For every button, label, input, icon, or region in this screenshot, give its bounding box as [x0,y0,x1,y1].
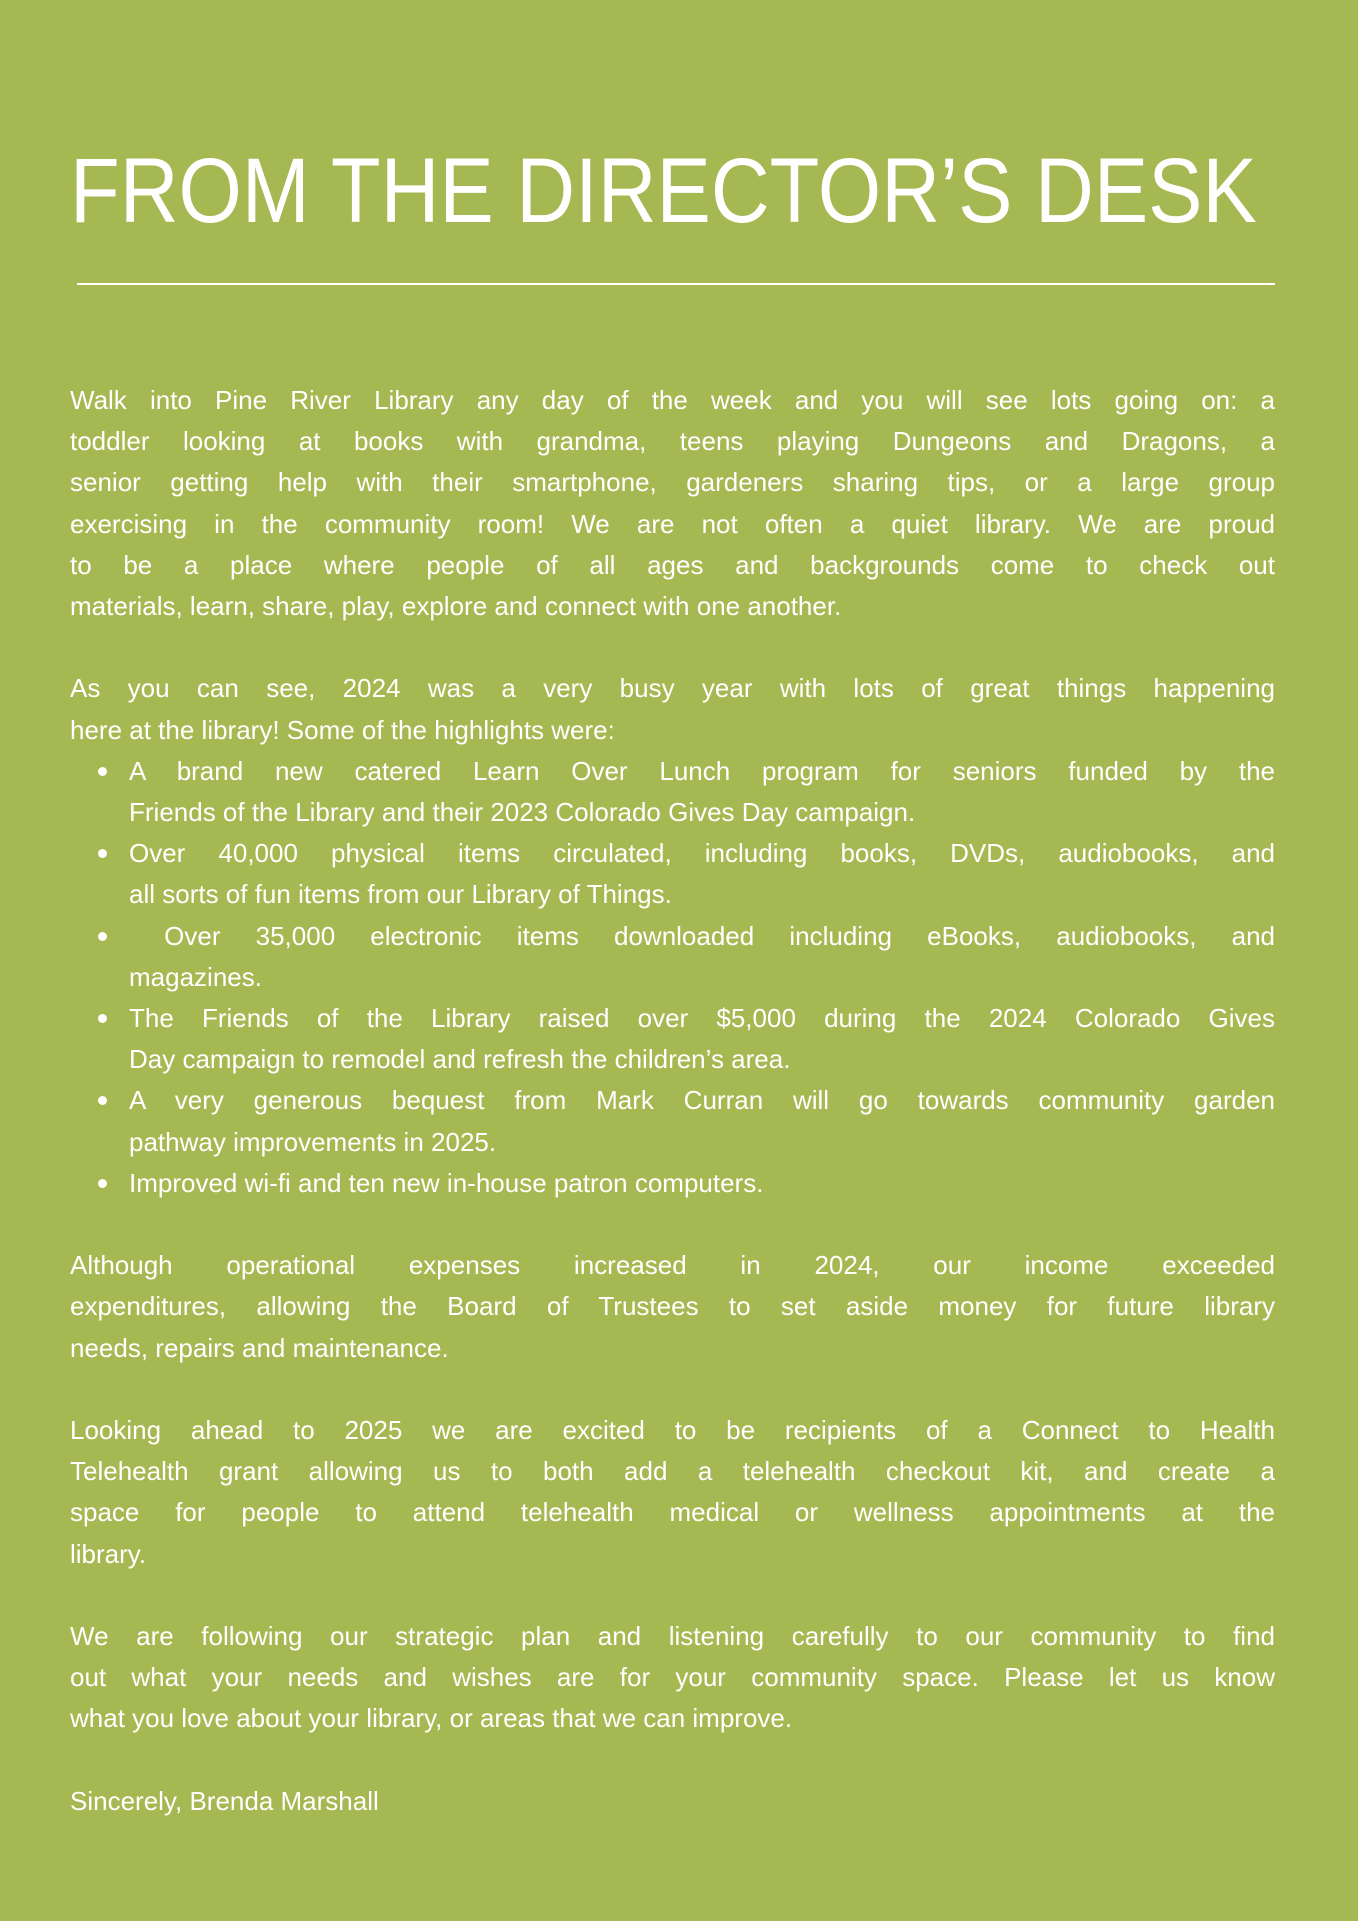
bullet-icon [98,1014,107,1023]
text-line: Friends of the Library and their 2023 Colorado Gives Day campaign. [129,797,916,828]
letter-body [70,380,1275,1822]
title-divider [77,283,1275,285]
bullet-icon [98,1096,107,1105]
bullet-icon [98,849,107,858]
text-line: pathway improvements in 2025. [129,1126,497,1157]
text-line: We are following our strategic plan and listening carefully to our community to find [70,1621,1275,1652]
page-title: FROM THE DIRECTOR’S DESK [70,140,1257,242]
text-line: As you can see, 2024 was a very busy year with lots of great things happening [70,673,1275,704]
bullet-icon [98,932,107,941]
text-line: Over 35,000 electronic items downloaded including eBooks, audiobooks, and [129,920,1275,951]
paragraph-highlights-intro [70,668,1275,750]
text-line: all sorts of fun items from our Library of Things. [129,879,672,910]
highlights-list [70,751,1275,1204]
paragraph-looking-ahead [70,1410,1275,1575]
text-line: expenditures, allowing the Board of Trustees to set aside money for future library [70,1291,1275,1322]
text-line: space for people to attend telehealth medical or wellness appointments at the [70,1497,1275,1528]
text-line: Telehealth grant allowing us to both add a telehealth checkout kit, and create a [70,1456,1275,1487]
text-line: The Friends of the Library raised over $5,000 during the 2024 Colorado Gives [129,1003,1275,1034]
text-line: A brand new catered Learn Over Lunch program for seniors funded by the [129,755,1275,786]
bullet-icon [98,767,107,776]
highlight-item [70,998,1275,1080]
signature: Sincerely, Brenda Marshall [70,1785,379,1816]
text-line: materials, learn, share, play, explore and connect with one another. [70,591,842,622]
text-line: Although operational expenses increased in 2024, our income exceeded [70,1250,1275,1281]
text-line: to be a place where people of all ages and backgrounds come to check out [70,549,1275,580]
highlight-item [70,1163,1275,1204]
text-line: toddler looking at books with grandma, teens playing Dungeons and Dragons, a [70,426,1275,457]
text-line: here at the library! Some of the highlights were: [70,714,615,745]
highlight-item [70,833,1275,915]
text-line: A very generous bequest from Mark Curran will go towards community garden [129,1085,1275,1116]
paragraph-closing [70,1616,1275,1740]
text-line: Improved wi-fi and ten new in-house patron computers. [129,1167,764,1198]
paragraph-intro [70,380,1275,627]
text-line: magazines. [129,961,262,992]
text-line: Looking ahead to 2025 we are excited to be recipients of a Connect to Health [70,1415,1275,1446]
text-line: senior getting help with their smartphone, gardeners sharing tips, or a large group [70,467,1275,498]
text-line: exercising in the community room! We are not often a quiet library. We are proud [70,508,1275,539]
text-line: Walk into Pine River Library any day of the week and you will see lots going on: a [70,385,1275,415]
text-line: what you love about your library, or areas that we can improve. [70,1703,793,1734]
paragraph-finances [70,1245,1275,1369]
highlight-item [70,916,1275,998]
text-line: out what your needs and wishes are for your community space. Please let us know [70,1662,1275,1693]
text-line: needs, repairs and maintenance. [70,1332,449,1363]
text-line: library. [70,1538,147,1569]
text-line: Day campaign to remodel and refresh the children’s area. [129,1044,791,1075]
text-line: Over 40,000 physical items circulated, including books, DVDs, audiobooks, and [129,838,1275,869]
highlight-item [70,751,1275,833]
highlight-item [70,1080,1275,1162]
bullet-icon [98,1179,107,1188]
